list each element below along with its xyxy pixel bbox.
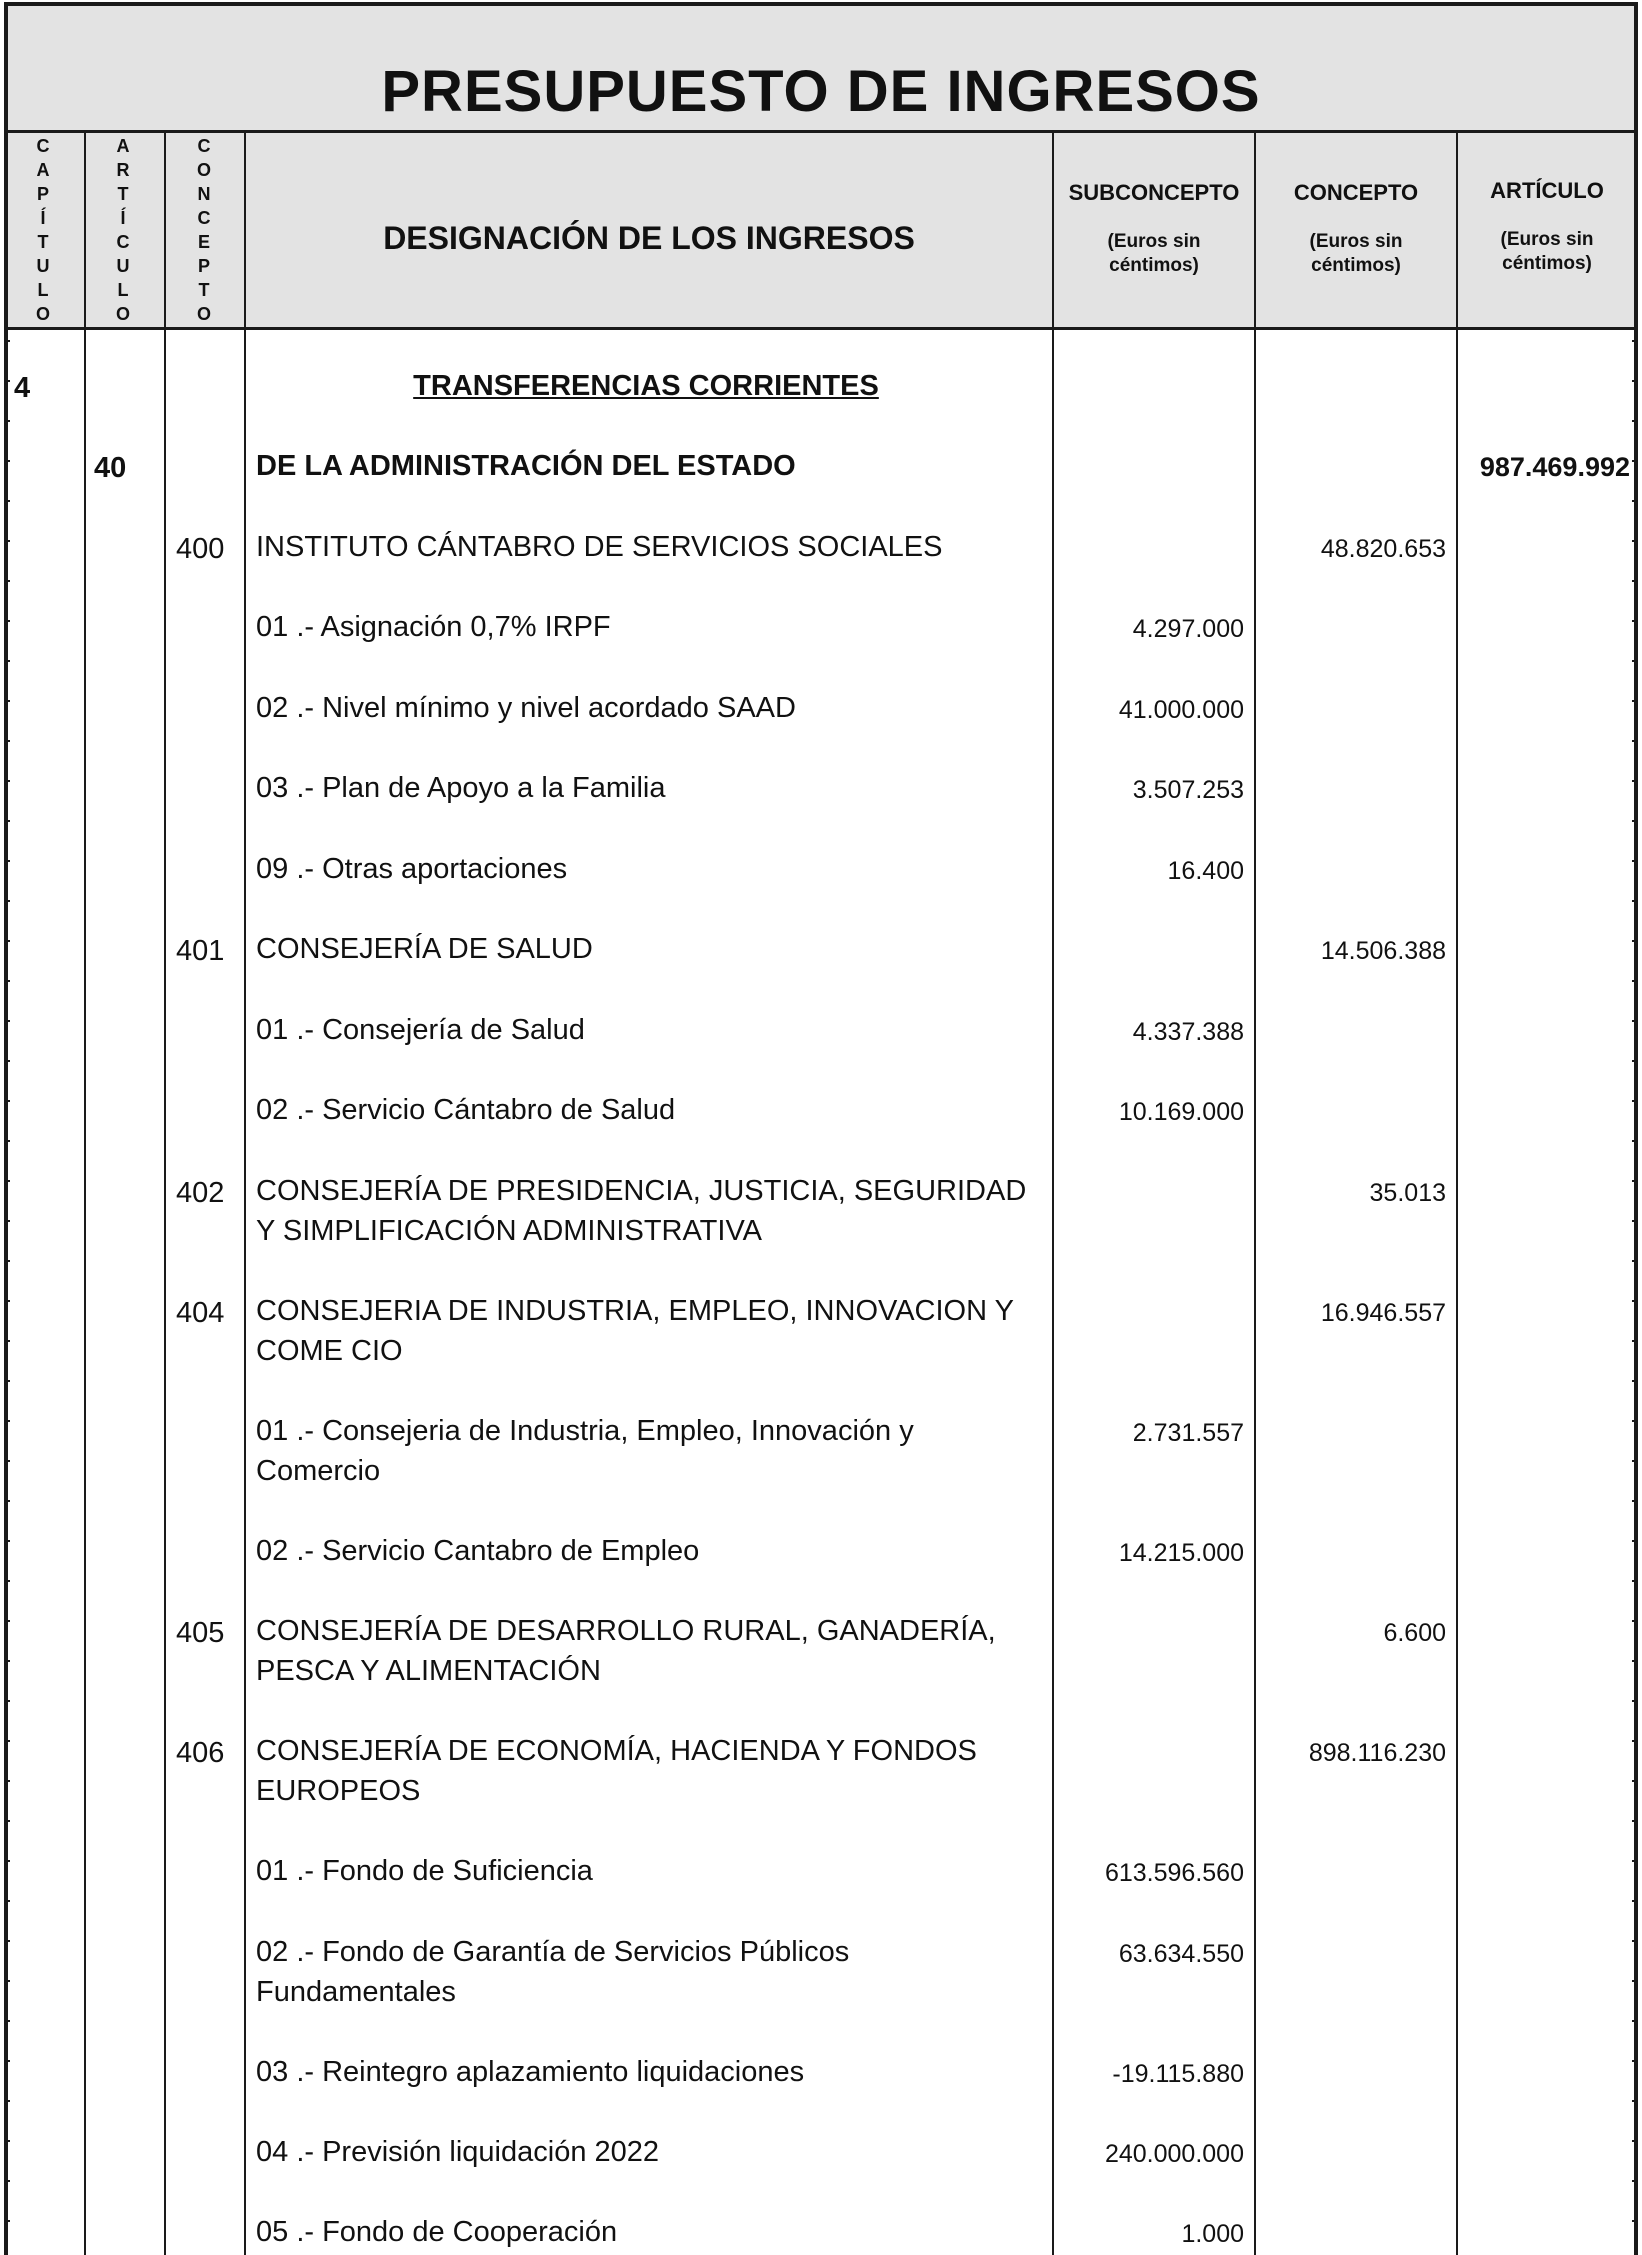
header-letter: Í xyxy=(40,208,46,228)
border-tick xyxy=(4,1620,10,1622)
row-designacion: TRANSFERENCIAS CORRIENTES xyxy=(413,370,879,402)
border-tick xyxy=(4,340,10,342)
border-tick xyxy=(4,420,10,422)
header-concepto-label: CONCEPTO xyxy=(1293,180,1419,205)
border-tick xyxy=(4,460,10,462)
border-tick xyxy=(1632,1340,1638,1342)
border-tick xyxy=(1632,980,1638,982)
header-articulo xyxy=(110,133,136,327)
border-tick xyxy=(4,740,10,742)
border-tick xyxy=(1632,500,1638,502)
border-tick xyxy=(4,1380,10,1382)
header-letter: O xyxy=(196,304,211,324)
border-tick xyxy=(4,700,10,702)
header-letter: R xyxy=(116,160,130,180)
left-border xyxy=(4,130,8,2255)
header-subconcepto-label: SUBCONCEPTO xyxy=(1068,180,1240,205)
concepto-amount: 48.820.653 xyxy=(1320,535,1446,563)
header-letter: A xyxy=(116,136,130,156)
header-letter: P xyxy=(36,184,49,204)
border-tick xyxy=(4,540,10,542)
border-tick xyxy=(1632,660,1638,662)
border-tick xyxy=(1632,1780,1638,1782)
border-tick xyxy=(4,1780,10,1782)
border-tick xyxy=(1632,1100,1638,1102)
header-letter: U xyxy=(36,256,50,276)
border-tick xyxy=(4,1900,10,1902)
border-tick xyxy=(4,580,10,582)
border-tick xyxy=(1632,1860,1638,1862)
header-unit: (Euros sin céntimos) xyxy=(1309,231,1403,276)
border-tick xyxy=(4,1700,10,1702)
border-tick xyxy=(4,1340,10,1342)
border-tick xyxy=(1632,1500,1638,1502)
subconcepto-amount: 2.731.557 xyxy=(1132,1419,1244,1447)
title-band xyxy=(4,2,1638,132)
row-designacion: DE LA ADMINISTRACIÓN DEL ESTADO xyxy=(256,450,796,482)
row-designacion: 02 .- Servicio Cántabro de Salud xyxy=(256,1094,676,1126)
header-letter: L xyxy=(117,280,129,300)
header-letter: L xyxy=(37,280,49,300)
border-tick xyxy=(1632,1300,1638,1302)
column-divider xyxy=(1456,130,1458,2255)
border-tick xyxy=(1632,340,1638,342)
header-concepto-code xyxy=(191,133,217,327)
border-tick xyxy=(1632,1180,1638,1182)
border-tick xyxy=(1632,1580,1638,1582)
subconcepto-amount: 3.507.253 xyxy=(1132,776,1244,804)
row-designacion: 05 .- Fondo de Cooperación xyxy=(256,2216,618,2248)
border-tick xyxy=(1632,740,1638,742)
border-tick xyxy=(4,1140,10,1142)
articulo-amount: 987.469.992 xyxy=(1479,452,1630,482)
subconcepto-amount: 14.215.000 xyxy=(1118,1539,1244,1567)
border-tick xyxy=(1632,1620,1638,1622)
concepto-code: 400 xyxy=(176,533,225,565)
row-designacion: CONSEJERIA DE INDUSTRIA, EMPLEO, INNOVACION Y COME CIO xyxy=(256,1295,1014,1367)
border-tick xyxy=(4,500,10,502)
border-tick xyxy=(4,2020,10,2022)
border-tick xyxy=(4,2220,10,2222)
border-tick xyxy=(4,2100,10,2102)
row-designacion: 09 .- Otras aportaciones xyxy=(256,853,568,885)
border-tick xyxy=(1632,1020,1638,1022)
row-designacion: CONSEJERÍA DE DESARROLLO RURAL, GANADERÍA, PESCA Y ALIMENTACIÓN xyxy=(256,1615,996,1687)
row-designacion: 01 .- Consejeria de Industria, Empleo, Innovación y Comercio xyxy=(256,1415,914,1487)
column-divider xyxy=(1254,130,1256,2255)
border-tick xyxy=(4,1020,10,1022)
border-tick xyxy=(1632,1740,1638,1742)
border-tick xyxy=(4,2180,10,2182)
border-tick xyxy=(4,980,10,982)
concepto-code: 402 xyxy=(176,1177,225,1209)
row-designacion: 01 .- Asignación 0,7% IRPF xyxy=(256,611,611,643)
concepto-amount: 6.600 xyxy=(1383,1619,1446,1647)
row-designacion: 02 .- Nivel mínimo y nivel acordado SAAD xyxy=(256,692,796,724)
header-unit: (Euros sin céntimos) xyxy=(1107,231,1201,276)
row-designacion: 01 .- Consejería de Salud xyxy=(256,1014,585,1046)
header-letter: Í xyxy=(120,208,126,228)
border-tick xyxy=(1632,2180,1638,2182)
border-tick xyxy=(1632,860,1638,862)
border-tick xyxy=(4,1860,10,1862)
border-tick xyxy=(4,1460,10,1462)
border-tick xyxy=(1632,2140,1638,2142)
subconcepto-amount: 41.000.000 xyxy=(1118,696,1244,724)
header-letter: C xyxy=(36,136,50,156)
border-tick xyxy=(4,620,10,622)
border-tick xyxy=(4,1100,10,1102)
border-tick xyxy=(1632,1380,1638,1382)
border-tick xyxy=(4,900,10,902)
capitulo-code: 4 xyxy=(14,372,31,404)
border-tick xyxy=(4,1300,10,1302)
row-designacion: 02 .- Fondo de Garantía de Servicios Públicos Fundamentales xyxy=(256,1936,850,2008)
border-tick xyxy=(1632,1060,1638,1062)
border-tick xyxy=(4,380,10,382)
border-tick xyxy=(4,1260,10,1262)
subconcepto-amount: 10.169.000 xyxy=(1118,1098,1244,1126)
header-unit: (Euros sin céntimos) xyxy=(1500,229,1594,274)
header-letter: O xyxy=(35,304,50,324)
header-designacion: DESIGNACIÓN DE LOS INGRESOS xyxy=(383,220,915,256)
border-tick xyxy=(1632,900,1638,902)
row-designacion: 03 .- Plan de Apoyo a la Familia xyxy=(256,772,666,804)
border-tick xyxy=(1632,1900,1638,1902)
border-tick xyxy=(4,2140,10,2142)
concepto-amount: 16.946.557 xyxy=(1320,1299,1446,1327)
border-tick xyxy=(1632,780,1638,782)
header-letter: E xyxy=(197,232,210,252)
header-letter: C xyxy=(197,136,211,156)
page-title: PRESUPUESTO DE INGRESOS xyxy=(381,59,1261,124)
border-tick xyxy=(1632,620,1638,622)
subconcepto-amount: 613.596.560 xyxy=(1104,1859,1244,1887)
header-letter: U xyxy=(116,256,130,276)
row-designacion: INSTITUTO CÁNTABRO DE SERVICIOS SOCIALES xyxy=(256,531,943,563)
border-tick xyxy=(4,1740,10,1742)
column-divider xyxy=(244,130,246,2255)
border-tick xyxy=(4,820,10,822)
border-tick xyxy=(1632,1940,1638,1942)
border-tick xyxy=(4,1500,10,1502)
border-tick xyxy=(1632,700,1638,702)
border-tick xyxy=(4,940,10,942)
border-tick xyxy=(1632,1980,1638,1982)
header-letter: C xyxy=(116,232,130,252)
border-tick xyxy=(1632,2100,1638,2102)
header-letter: T xyxy=(198,280,210,300)
subconcepto-amount: 63.634.550 xyxy=(1118,1940,1244,1968)
header-articulo-amount xyxy=(1460,178,1634,276)
header-letter: A xyxy=(36,160,50,180)
border-tick xyxy=(1632,2020,1638,2022)
subconcepto-amount: 4.337.388 xyxy=(1132,1018,1244,1046)
column-divider xyxy=(1052,130,1054,2255)
concepto-amount: 35.013 xyxy=(1369,1179,1446,1207)
border-tick xyxy=(4,660,10,662)
subconcepto-amount: 240.000.000 xyxy=(1104,2140,1244,2168)
concepto-code: 405 xyxy=(176,1617,225,1649)
concepto-code: 404 xyxy=(176,1297,225,1329)
header-letter: O xyxy=(115,304,130,324)
column-divider xyxy=(164,130,166,2255)
border-tick xyxy=(4,1540,10,1542)
border-tick xyxy=(1632,460,1638,462)
border-tick xyxy=(1632,1140,1638,1142)
header-letter: C xyxy=(197,208,211,228)
header-articulo-label: ARTÍCULO xyxy=(1490,178,1604,203)
header-letter: T xyxy=(117,184,129,204)
articulo-code: 40 xyxy=(94,452,127,484)
header-subconcepto xyxy=(1056,180,1252,278)
border-tick xyxy=(4,1420,10,1422)
row-designacion: 02 .- Servicio Cantabro de Empleo xyxy=(256,1535,700,1567)
concepto-code: 406 xyxy=(176,1737,225,1769)
header-letter: O xyxy=(196,160,211,180)
border-tick xyxy=(1632,1260,1638,1262)
border-tick xyxy=(1632,380,1638,382)
border-tick xyxy=(1632,1540,1638,1542)
header-capitulo xyxy=(30,133,56,327)
border-tick xyxy=(4,1060,10,1062)
border-tick xyxy=(4,1220,10,1222)
border-tick xyxy=(1632,1420,1638,1422)
border-tick xyxy=(1632,1220,1638,1222)
border-tick xyxy=(1632,940,1638,942)
border-tick xyxy=(1632,540,1638,542)
border-tick xyxy=(1632,2220,1638,2222)
header-concepto xyxy=(1258,180,1454,278)
border-tick xyxy=(4,1180,10,1182)
header-letter: N xyxy=(197,184,211,204)
border-tick xyxy=(4,1980,10,1982)
row-designacion: 03 .- Reintegro aplazamiento liquidaciones xyxy=(256,2056,805,2088)
border-tick xyxy=(4,2060,10,2062)
border-tick xyxy=(1632,820,1638,822)
row-designacion: CONSEJERÍA DE PRESIDENCIA, JUSTICIA, SEGURIDAD Y SIMPLIFICACIÓN ADMINISTRATIVA xyxy=(256,1175,1027,1247)
border-tick xyxy=(4,780,10,782)
row-designacion: CONSEJERÍA DE ECONOMÍA, HACIENDA Y FONDOS EUROPEOS xyxy=(256,1735,977,1807)
row-designacion: 04 .- Previsión liquidación 2022 xyxy=(256,2136,660,2168)
right-border xyxy=(1634,130,1638,2255)
header-letter: P xyxy=(197,256,210,276)
border-tick xyxy=(1632,1660,1638,1662)
border-tick xyxy=(4,1820,10,1822)
row-designacion: CONSEJERÍA DE SALUD xyxy=(256,933,593,965)
border-tick xyxy=(4,1580,10,1582)
border-tick xyxy=(4,1660,10,1662)
row-designacion: 01 .- Fondo de Suficiencia xyxy=(256,1855,593,1887)
concepto-amount: 898.116.230 xyxy=(1308,1739,1446,1767)
column-divider xyxy=(84,130,86,2255)
subconcepto-amount: 4.297.000 xyxy=(1132,615,1244,643)
subconcepto-amount: 1.000 xyxy=(1181,2220,1244,2248)
subconcepto-amount: 16.400 xyxy=(1167,857,1244,885)
header-letter: T xyxy=(37,232,49,252)
subconcepto-amount: -19.115.880 xyxy=(1112,2060,1244,2088)
border-tick xyxy=(1632,1820,1638,1822)
border-tick xyxy=(1632,1700,1638,1702)
border-tick xyxy=(1632,1460,1638,1462)
border-tick xyxy=(1632,420,1638,422)
border-tick xyxy=(1632,580,1638,582)
concepto-amount: 14.506.388 xyxy=(1320,937,1446,965)
border-tick xyxy=(1632,2060,1638,2062)
border-tick xyxy=(4,1940,10,1942)
border-tick xyxy=(4,860,10,862)
concepto-code: 401 xyxy=(176,935,225,967)
